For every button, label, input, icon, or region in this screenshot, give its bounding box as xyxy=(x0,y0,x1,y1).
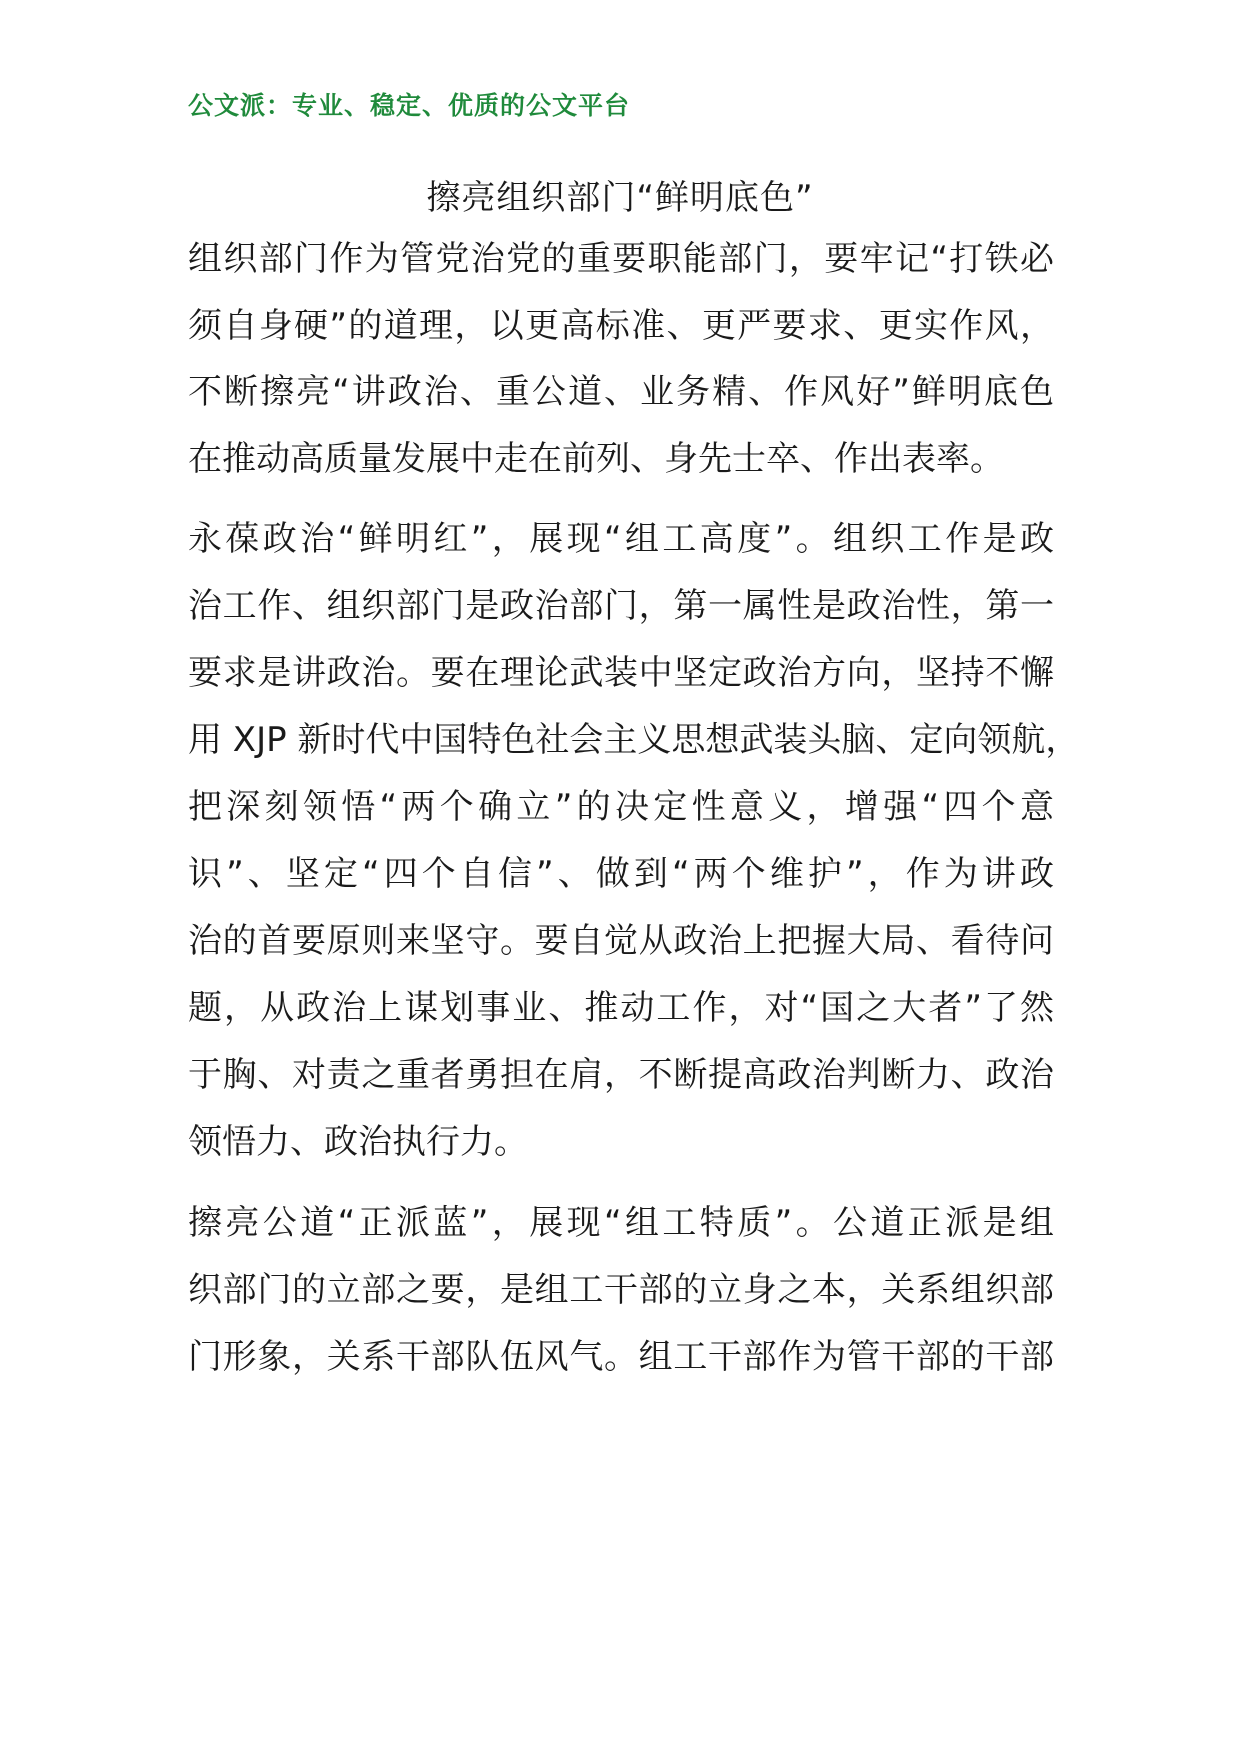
paragraph-2-line-7: 治的首要原则来坚守。要自觉从政治上把握大局、看待问 xyxy=(188,921,1054,961)
paragraph-2-line-8: 题，从政治上谋划事业、推动工作，对“国之大者”了然 xyxy=(188,988,1054,1028)
paragraph-3-line-2: 织部门的立部之要，是组工干部的立身之本，关系组织部 xyxy=(188,1270,1054,1310)
document-title: 擦亮组织部门“鲜明底色” xyxy=(426,178,814,218)
paragraph-1-line-4: 在推动高质量发展中走在前列、身先士卒、作出表率。 xyxy=(188,439,1004,479)
paragraph-2-line-4: 用 XJP 新时代中国特色社会主义思想武装头脑、定向领航， xyxy=(188,720,1080,760)
paragraph-2-line-3: 要求是讲政治。要在理论武装中坚定政治方向，坚持不懈 xyxy=(188,653,1054,693)
paragraph-1-line-3: 不断擦亮“讲政治、重公道、业务精、作风好”鲜明底色 xyxy=(188,372,1054,412)
paragraph-2-line-2: 治工作、组织部门是政治部门，第一属性是政治性，第一 xyxy=(188,586,1054,626)
paragraph-1-line-2: 须自身硬”的道理，以更高标准、更严要求、更实作风， xyxy=(188,306,1054,346)
paragraph-3-line-1: 擦亮公道“正派蓝”，展现“组工特质”。公道正派是组 xyxy=(188,1203,1054,1243)
paragraph-2-line-10: 领悟力、政治执行力。 xyxy=(188,1122,528,1162)
paragraph-3-line-3: 门形象，关系干部队伍风气。组工干部作为管干部的干部 xyxy=(188,1337,1054,1377)
paragraph-2-line-9: 于胸、对责之重者勇担在肩，不断提高政治判断力、政治 xyxy=(188,1055,1054,1095)
paragraph-2-line-1: 永葆政治“鲜明红”，展现“组工高度”。组织工作是政 xyxy=(188,519,1054,559)
brand-header: 公文派：专业、稳定、优质的公文平台 xyxy=(188,91,631,120)
paragraph-1-line-1: 组织部门作为管党治党的重要职能部门，要牢记“打铁必 xyxy=(188,239,1054,279)
paragraph-2-line-5: 把深刻领悟“两个确立”的决定性意义，增强“四个意 xyxy=(188,787,1054,827)
paragraph-2-line-6: 识”、坚定“四个自信”、做到“两个维护”，作为讲政 xyxy=(188,854,1054,894)
